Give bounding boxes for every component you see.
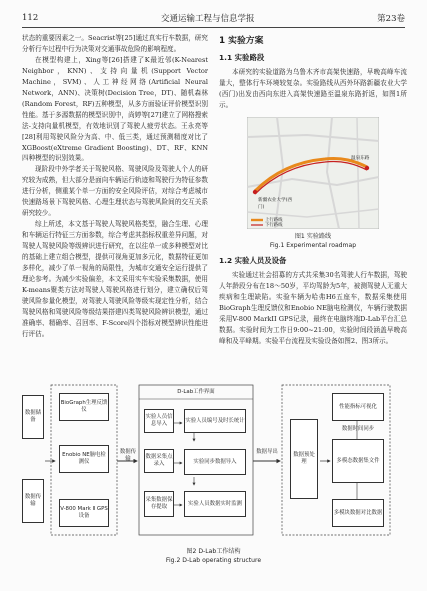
section-heading: 1 实验方案 — [219, 36, 264, 46]
biograph-device-box — [59, 393, 109, 421]
screen-box-label: 实验人员数据实时监测 — [188, 500, 242, 507]
paragraph: 本研究的实验道路为乌鲁木齐市高架快速路，早晚高峰车流量大，整体行车环境较复杂。实验路线从西外环路新疆农业大学(西门)出发由西向东进入高架快速路至温泉东路折返，如图1所示。 — [219, 68, 407, 109]
screen-box-label: 实验人员编号及时长统计 — [185, 417, 245, 424]
box-label: 数据传输 — [24, 494, 42, 507]
page-number: 112 — [22, 12, 39, 23]
screen-box — [184, 409, 246, 433]
device-label: BioGraph生理反馈仪 — [60, 400, 108, 413]
paragraph: 综上所述，本文基于驾驶人驾驶风格类型，融合生理、心理和车辆运行特征三方面参数，综合考虑其指标权重差异问题，对驾驶人驾驶风险等级辨识进行研究，在以往单一或多种模型对比的基础上建立组合模型，提供可视角更加多元化，数据特征更加多样化，减少了单一视角的局限性，为城市交通安全运行提供了理论参考。为减少实验偏差，本文采用实车实验采集数据，使用K-means聚类方法对驾驶人驾驶风格进行划分，建立确权后驾驶风险参量化模型，对驾驶人驾驶风险等级实现定性分析，结合驾驶风格和驾驶风险等级结果搭建四类驾驶风险辨识模型，通过准确率、精确率、召回率、F-Score四个指标对模型辨识性能进行评估。 — [22, 220, 208, 338]
paragraph: 实验通过社会招募的方式共采集30名驾驶人行车数据，驾驶人年龄段分布在18～50岁，平均驾龄为5年，被测驾驶人无重大疾病和生理缺陷。实验车辆为哈弗H6五座车，数据采集使用BioGraph生理反馈仪和Enobio NE脑电检测仪，车辆行驶数据采用V-800 MarkII GPS记录，最终在电脑终端D-Lab平台汇总数据。实验时间为工作日9:00~21:00，实验时间段涵盖早晚高峰和及平峰期。实验平台流程及实验设备如图2、图3所示。 — [219, 270, 407, 345]
journal-title: 交通运输工程与信息学报 — [160, 13, 255, 24]
result-label: 性能指标可视化 — [339, 403, 377, 410]
figure-caption-en: Fig.1 Experimental roadmap — [269, 241, 357, 249]
arrow-label-export: 数据导出 — [256, 449, 278, 455]
paragraph: 在模型构建上，Xing等[26]搭建了K最近邻(K-Nearest Neighbor，KNN)、支持向量机(Support Vector Machine，SVM)、人工神经网络(Artificial Neural Network，ANN)、决策树(Decision Tree，DT)、随机森林(Random Forest，RF)五种模型，从多方面验证评价模型识别性能。基于多源数据的模型识别中，尚婷等[27]建立了网格搜索法-支持向量机模型，有效地识别了驾驶人疲劳状态。王永亮等[28]利用驾驶风险分为高、中、低三类，通过预测精度对比了XGBoost(eXtreme Gradient Boosting)、DT、RF、KNN四种模型的识别效果。 — [22, 55, 208, 163]
left-column — [22, 33, 208, 340]
enobio-device-box — [59, 445, 109, 473]
output-box — [332, 439, 384, 483]
page-header — [22, 11, 405, 24]
start-label: 新疆农业大学(西门) — [258, 197, 292, 210]
figure2-caption: 图2 D-Lab工作结构 — [186, 548, 241, 555]
screen-box-label: 采集数据保存提取 — [145, 497, 173, 510]
sync-label: 数据时间同步 — [341, 426, 375, 432]
screen-box — [144, 449, 174, 473]
subsection-heading: 1.2 实验人员及设备 — [219, 255, 287, 265]
screen-box — [184, 491, 246, 517]
legend-down: 下行路线 — [265, 222, 283, 228]
right-column — [219, 33, 407, 346]
end-label: 温泉东路 — [351, 155, 370, 161]
route-map — [247, 117, 379, 229]
screen-box — [144, 409, 174, 433]
paragraph: 现阶段中外学者关于驾驶风格、驾驶风险及驾驶人个人的研究较为成熟，但大部分是面向车辆运行轨迹和驾驶行为特征参数进行分析，侧重某个单一方面的安全风险评估，对综合考虑城市快速路场景下驾驶风格、心理生理状态与驾驶风险间的交互关系研究较少。 — [22, 165, 208, 218]
paragraph: 状态的重要因素之一。Seacrist等[25]通过真实行车数据，研究分析行车过程中行为决策对交通事故危险的影响程度。 — [22, 34, 208, 53]
gps-device-box — [59, 499, 109, 527]
data-storage-box — [22, 395, 44, 439]
result-box — [332, 393, 384, 421]
legend-up: 上行路线 — [265, 217, 283, 223]
preprocess-box — [290, 419, 318, 499]
data-transfer-box — [22, 479, 44, 523]
device-label: Enobio NE脑电检测仪 — [62, 452, 106, 465]
output-label: 多模态数据集文件 — [336, 457, 380, 464]
flow-diagram — [22, 383, 405, 543]
figure2-caption-en: Fig.2 D-Lab operating structure — [165, 557, 262, 564]
device-label: V-800 Mark Ⅱ GPS设备 — [60, 506, 108, 519]
screen-box-label: 实验同步数据导入 — [193, 458, 237, 465]
dlab-screen-title — [139, 385, 253, 399]
arrow-label-transfer: 数据传输 — [119, 449, 137, 462]
route-map-figure — [247, 117, 379, 229]
box-label: 数据预处理 — [293, 452, 315, 465]
screen-box-label: 数据采集点录入 — [145, 454, 173, 467]
result-box — [332, 499, 384, 527]
screen-box — [184, 449, 246, 475]
header-rule — [22, 27, 405, 28]
figure-caption: 图1 实验路线 — [294, 232, 332, 240]
screen-title-text: D-Lab工作界面 — [177, 389, 215, 395]
box-label: 数据储备 — [24, 410, 42, 423]
subsection-heading: 1.1 实验路段 — [219, 53, 265, 62]
screen-box-label: 实验人员信息导入 — [145, 414, 173, 427]
volume-label: 第23卷 — [377, 13, 405, 24]
result-label: 多模块数据对比数据 — [333, 509, 383, 516]
screen-box — [144, 491, 174, 517]
